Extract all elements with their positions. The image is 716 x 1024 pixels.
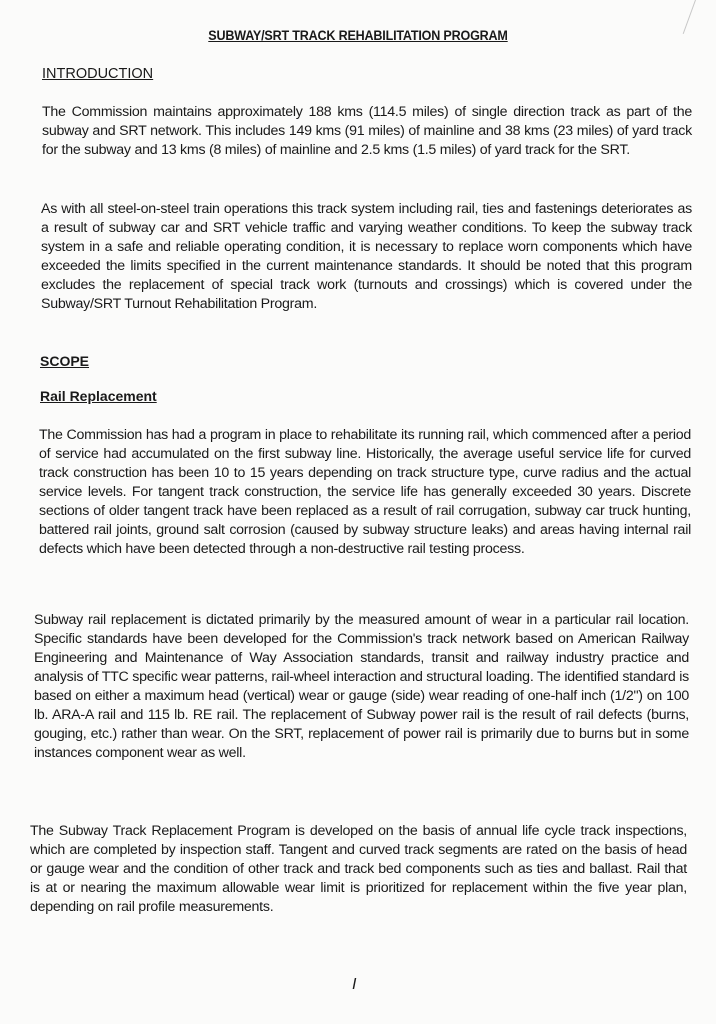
introduction-paragraph-2: As with all steel-on-steel train operations this track system including rail, ties and fastenings deteriorates as a result of subway car and SRT vehicle traffic and varying weather conditions. To keep the subway track system in a safe and reliable operating condition, it is necessary to replace worn components which have exceeded the limits specified in the current maintenance standards. It should be noted that this program excludes the replacement of special track work (turnouts and crossings) which is covered under the Subway/SRT Turnout Rehabilitation Program. [41,201,692,312]
rail-replacement-subheading: Rail Replacement [40,388,157,404]
scope-paragraph-2: Subway rail replacement is dictated primarily by the measured amount of wear in a particular rail location. Specific standards have been developed for the Commission's track network based on American Railway Engineering and Maintenance of Way Association standards, transit and railway industry practice and analysis of TTC specific wear patterns, rail-wheel interaction and structural loading. The identified standard is based on either a maximum head (vertical) wear or gauge (side) wear reading of one-half inch (1/2") on 100 lb. ARA-A rail and 115 lb. RE rail. The replacement of Subway power rail is the result of rail defects (burns, gouging, etc.) rather than wear. On the SRT, replacement of power rail is primarily due to burns but in some instances component wear as well. [34,612,689,761]
document-title: SUBWAY/SRT TRACK REHABILITATION PROGRAM [208,28,508,43]
scope-paragraph-3: The Subway Track Replacement Program is developed on the basis of annual life cycle track inspections, which are completed by inspection staff. Tangent and curved track segments are rated on the basis of head or gauge wear and the condition of other track and track bed components such as ties and ballast. Rail that is at or nearing the maximum allowable wear limit is prioritized for replacement within the five year plan, depending on rail profile measurements. [30,823,687,915]
scope-paragraph-1: The Commission has had a program in place to rehabilitate its running rail, which commenced after a period of service had accumulated on the first subway line. Historically, the average useful service life for curved track construction has been 10 to 15 years depending on track structure type, curve radius and the actual service levels. For tangent track construction, the service life has generally exceeded 30 years. Discrete sections of older tangent track have been replaced as a result of rail corrugation, subway car truck hunting, battered rail joints, ground salt corrosion (caused by subway structure leaks) and areas having internal rail defects which have been detected through a non-destructive rail testing process. [39,427,691,557]
page-number: I [352,976,357,993]
introduction-paragraph-1: The Commission maintains approximately 188 kms (114.5 miles) of single direction track as part of the subway and SRT network. This includes 149 kms (91 miles) of mainline and 38 kms (23 miles) of yard track for the subway and 13 kms (8 miles) of mainline and 2.5 kms (1.5 miles) of yard track for the SRT. [42,104,692,158]
introduction-heading: INTRODUCTION [42,66,154,82]
scope-heading: SCOPE [40,353,90,369]
